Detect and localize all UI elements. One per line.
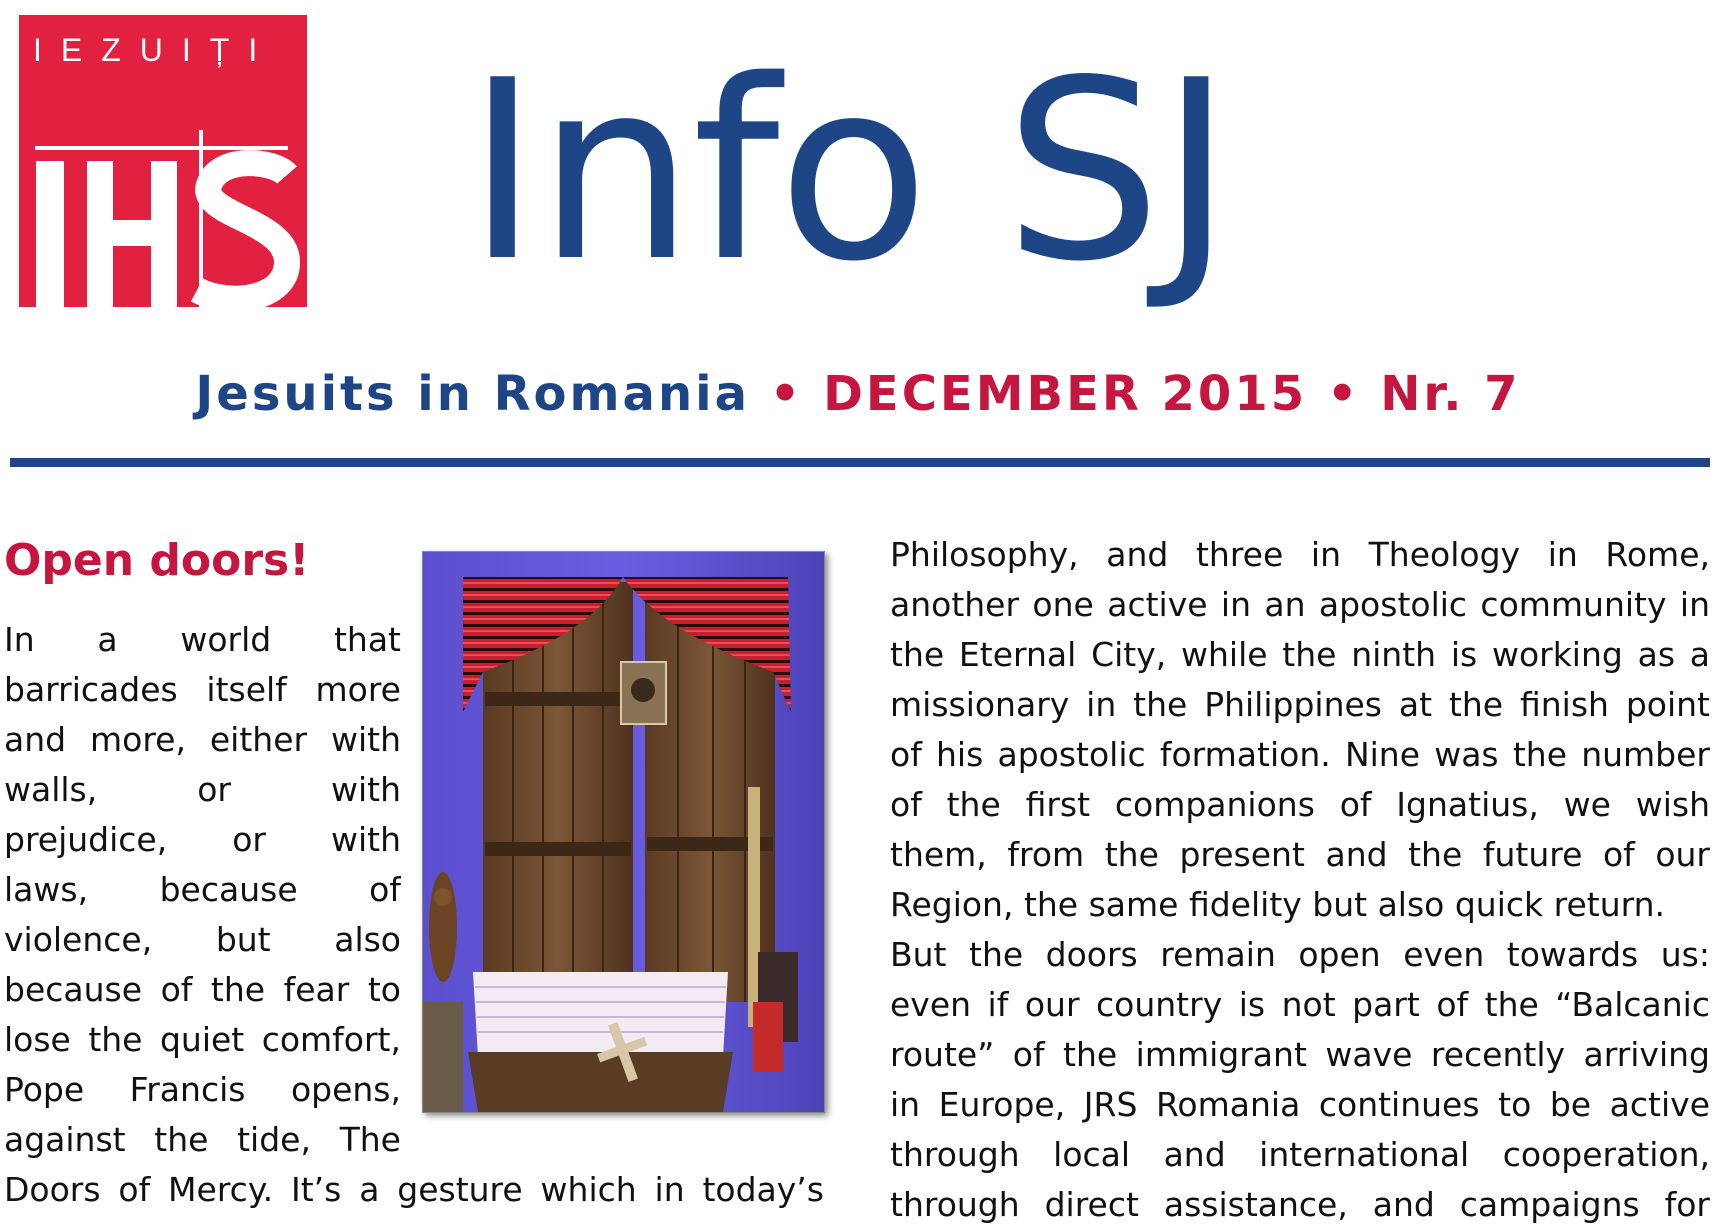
left-column-full-line: [4, 1165, 824, 1215]
text-line: Philosophy, and three in Theology in Rome,: [890, 535, 1710, 574]
text-line: the Eternal City, while the ninth is working as a: [890, 635, 1710, 674]
issue-subtitle: [0, 366, 1716, 422]
logo-top-text: IEZUIȚI: [33, 32, 277, 68]
text-line: in Europe, JRS Romania continues to be active: [890, 1085, 1710, 1124]
text-line: them, from the present and the future of our: [890, 835, 1710, 874]
text-line: of the first companions of Ignatius, we wish: [890, 785, 1710, 824]
text-line: even if our country is not part of the “Balcanic: [890, 985, 1710, 1024]
text-line: Region, the same fidelity but also quick return.: [890, 885, 1666, 924]
text-line: because of the fear to: [4, 970, 401, 1009]
article-heading: Open doors!: [4, 535, 310, 586]
issue-date: DECEMBER 2015: [823, 366, 1308, 422]
text-line: prejudice, or with: [4, 820, 401, 859]
text-line: barricades itself more: [4, 670, 401, 709]
text-line: walls, or with: [4, 770, 401, 809]
text-line: Doors of Mercy. It’s a gesture which in today’s: [4, 1170, 824, 1209]
left-column-text: [4, 615, 401, 1165]
text-line: and more, either with: [4, 720, 401, 759]
iezuiti-logo: [19, 15, 307, 307]
header-divider: [10, 458, 1710, 467]
text-line: missionary in the Philippines at the finish point: [890, 685, 1710, 724]
issue-number: Nr. 7: [1380, 366, 1521, 422]
text-line: But the doors remain open even towards us:: [890, 935, 1710, 974]
subtitle-separator: •: [749, 366, 824, 422]
text-line: Pope Francis opens,: [4, 1070, 401, 1109]
chapel-door-photo: [422, 551, 825, 1113]
text-line: violence, but also: [4, 920, 401, 959]
text-line: another one active in an apostolic community in: [890, 585, 1710, 624]
text-line: through direct assistance, and campaigns for: [890, 1185, 1710, 1224]
text-line: route” of the immigrant wave recently arriving: [890, 1035, 1710, 1074]
organization-name: Jesuits in Romania: [195, 366, 750, 422]
right-column-text: [890, 530, 1710, 1230]
text-line: lose the quiet comfort,: [4, 1020, 401, 1059]
text-line: of his apostolic formation. Nine was the number: [890, 735, 1710, 774]
text-line: through local and international cooperation,: [890, 1135, 1710, 1174]
subtitle-separator: •: [1307, 366, 1381, 422]
masthead-title: Info SJ: [466, 28, 1231, 316]
text-line: laws, because of: [4, 870, 401, 909]
text-line: against the tide, The: [4, 1120, 401, 1159]
text-line: In a world that: [4, 620, 401, 659]
